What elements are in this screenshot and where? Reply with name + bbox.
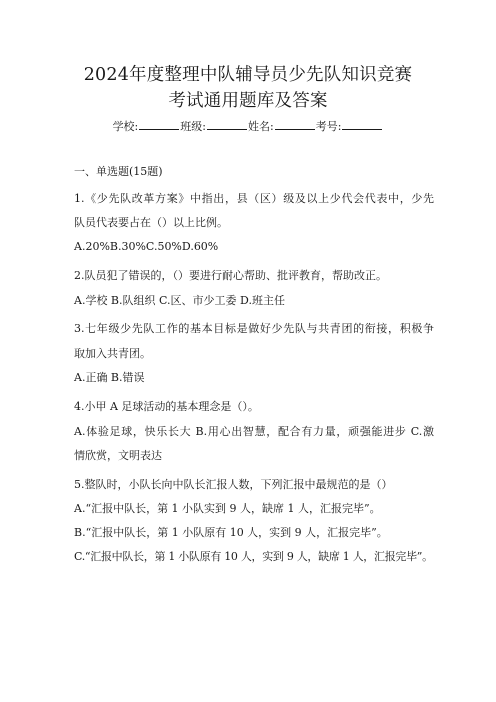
page-title-line-2: 考试通用题库及答案 <box>168 91 328 111</box>
school-blank <box>139 118 179 130</box>
question-1-line-2: 队员代表要占在（）以上比例。 <box>74 216 228 229</box>
name-blank <box>275 118 315 130</box>
question-2-options: A.学校 B.队组织 C.区、市少工委 D.班主任 <box>74 294 285 307</box>
exam-number-label: 考号: <box>315 120 342 133</box>
question-3-line-2: 取加入共青团。 <box>74 347 151 360</box>
class-label: 班级: <box>180 120 206 133</box>
page-title-line-1: 2024年度整理中队辅导员少先队知识竞赛 <box>83 65 413 85</box>
student-info-row <box>0 118 496 135</box>
question-3-line-1: 3.七年级少先队工作的基本目标是做好少先队与共青团的衔接，积极争 <box>74 322 434 335</box>
question-5-line-1: 5.整队时，小队长向中队长汇报人数，下列汇报中最规范的是（） <box>74 478 393 491</box>
question-1-line-1: 1.《少先队改革方案》中指出，县（区）级及以上少代会代表中，少先 <box>74 192 434 205</box>
question-5-option-a: A.“汇报中队长，第 1 小队实到 9 人，缺席 1 人，汇报完毕”。 <box>74 502 381 515</box>
question-5-option-c: C.“汇报中队长，第 1 小队原有 10 人，实到 9 人，缺席 1 人，汇报完毕”。 <box>74 550 433 563</box>
section-heading: 一、单选题(15题) <box>74 165 163 178</box>
question-1-options: A.20%B.30%C.50%D.60% <box>74 240 219 253</box>
question-4-line-1: 4.小甲 A 足球活动的基本理念是（）。 <box>74 400 259 413</box>
question-4-options-line-1: A.体验足球，快乐长大 B.用心出智慧，配合有力量，顽强能进步 C.激 <box>74 425 434 438</box>
class-blank <box>207 118 247 130</box>
name-label: 姓名: <box>248 120 274 133</box>
question-3-options: A.正确 B.错误 <box>74 371 145 384</box>
question-2-line-1: 2.队员犯了错误的，（）要进行耐心帮助、批评教育，帮助改正。 <box>74 269 387 282</box>
school-label: 学校: <box>112 120 139 133</box>
question-4-options-line-2: 情欣赏，文明表达 <box>74 449 162 462</box>
question-5-option-b: B.“汇报中队长，第 1 小队原有 10 人，实到 9 人，汇报完毕”。 <box>74 526 388 539</box>
exam-number-blank <box>342 118 382 130</box>
